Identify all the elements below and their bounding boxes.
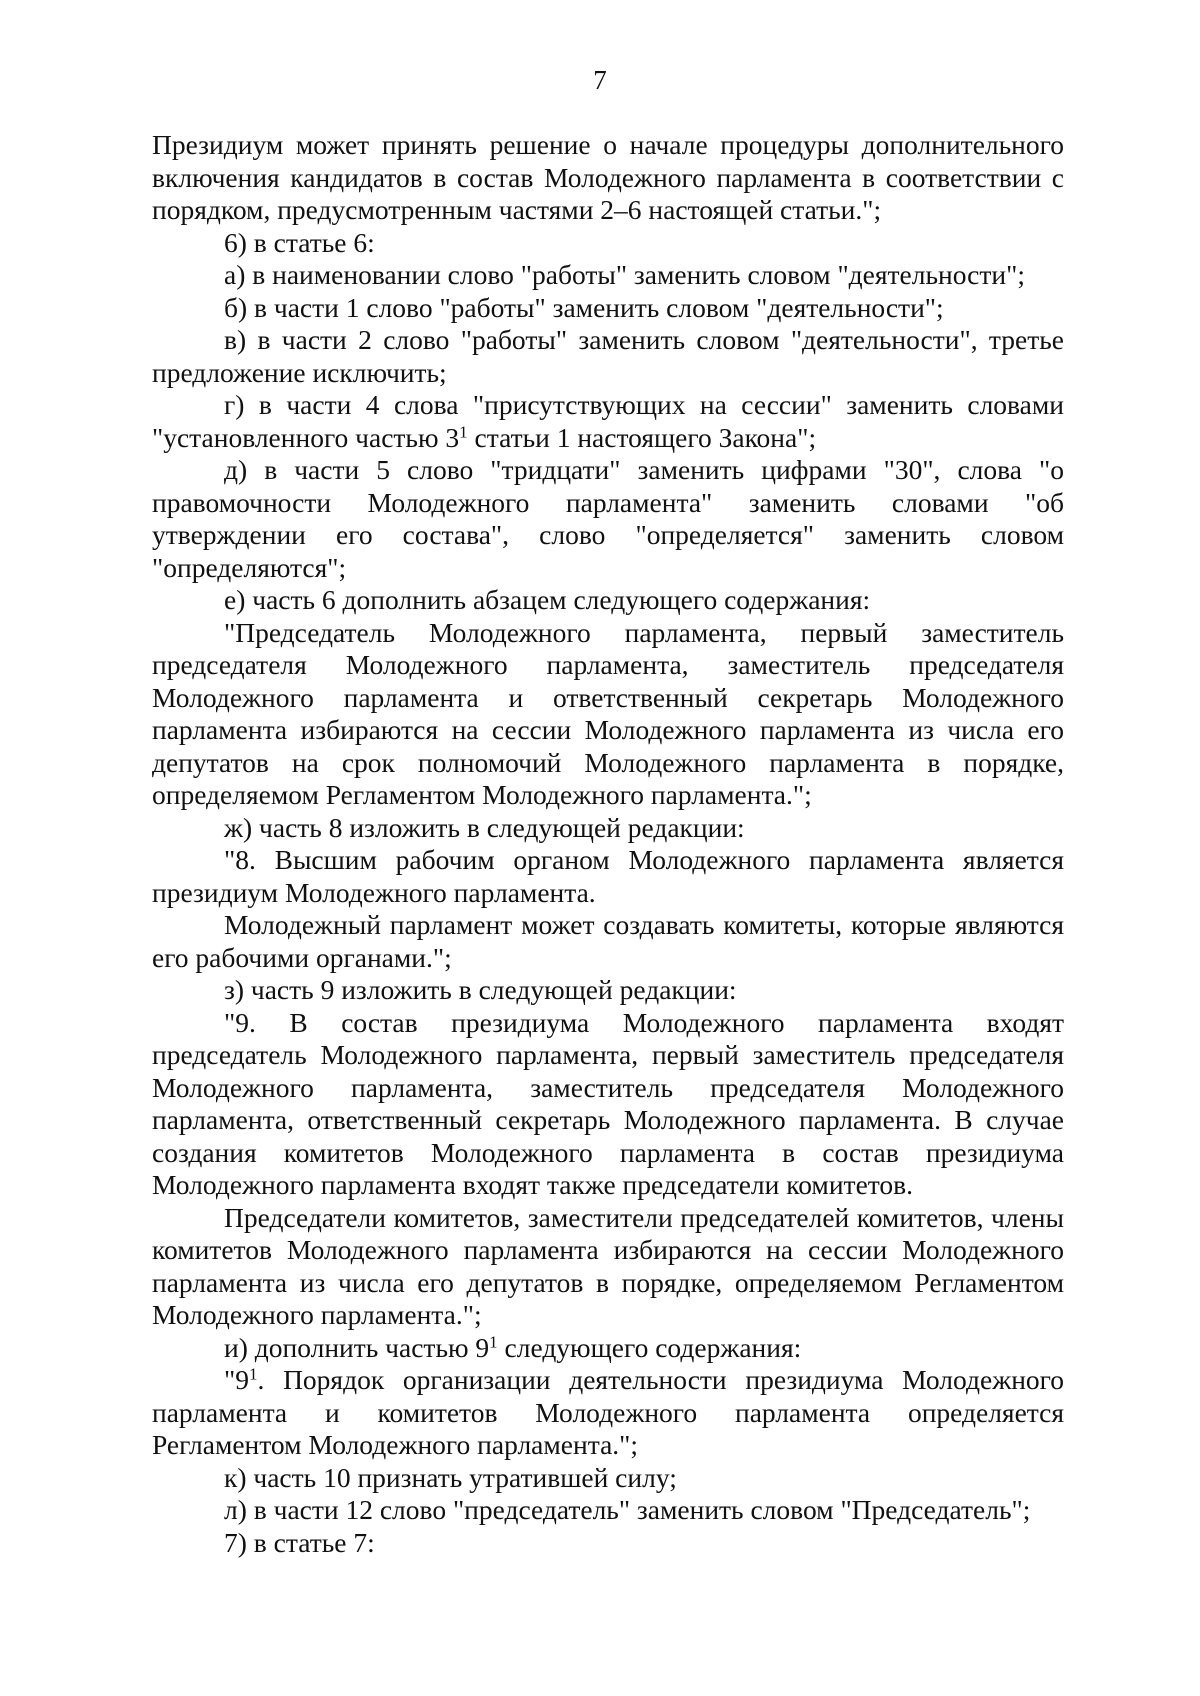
paragraph-text: . Порядок организации деятельности президиума Молодежного парламента и комитетов Молодежного парламента определяется Регламентом Молодежного парламента."; [152, 1364, 1064, 1460]
page-number: 7 [593, 65, 607, 95]
paragraph: ж) часть 8 изложить в следующей редакции: [224, 811, 745, 843]
paragraph-text: г) в части 4 слова "присутствующих на сессии" заменить словами "установленного частью 3 [152, 389, 1064, 453]
paragraph: "Председатель Молодежного парламента, первый заместитель председателя Молодежного парламента, заместитель председателя Молодежного парламента и ответственный секретарь Молодежного парламента избираются на сессии Молодежного парламента из числа его депутатов на срок полномочий Молодежного парламента в порядке, определяемом Регламентом Молодежного парламента."; [152, 616, 1064, 810]
paragraph: "8. Высшим рабочим органом Молодежного парламента является президиум Молодежного парламента. [152, 844, 1064, 908]
paragraph: е) часть 6 дополнить абзацем следующего содержания: [224, 584, 871, 615]
paragraph-text: и) дополнить частью 9 [224, 1331, 490, 1363]
paragraph [152, 1364, 1064, 1462]
paragraph: Председатели комитетов, заместители председателей комитетов, члены комитетов Молодежного парламента избираются на сессии Молодежного парламента из числа его депутатов в порядке, определяемом Регламентом Молодежного парламента."; [152, 1201, 1064, 1330]
document-body [152, 129, 1064, 1559]
paragraph: л) в части 12 слово "председатель" заменить словом "Председатель"; [224, 1494, 1031, 1525]
paragraph-text: статьи 1 настоящего Закона"; [467, 421, 817, 453]
paragraph: д) в части 5 слово "тридцати" заменить цифрами "30", слова "о правомочности Молодежного парламента" заменить словами "об утверждении его состава", слово "определяется" заменить словом "определяются"; [152, 454, 1064, 583]
paragraph [152, 1332, 1064, 1365]
superscript: 1 [248, 1364, 258, 1384]
paragraph: 6) в статье 6: [224, 226, 375, 258]
paragraph: Президиум может принять решение о начале процедуры дополнительного включения кандидатов в состав Молодежного парламента в соответствии с порядком, предусмотренным частями 2–6 настоящей статьи."; [152, 129, 1064, 225]
paragraph: в) в части 2 слово "работы" заменить словом "деятельности", третье предложение исключить; [152, 324, 1064, 388]
paragraph [152, 389, 1064, 454]
superscript: 1 [459, 422, 468, 442]
paragraph: к) часть 10 признать утратившей силу; [224, 1461, 677, 1493]
paragraph: 7) в статье 7: [224, 1526, 375, 1558]
paragraph: а) в наименовании слово "работы" заменить словом "деятельности"; [224, 259, 1025, 290]
paragraph: б) в части 1 слово "работы" заменить словом "деятельности"; [224, 291, 944, 323]
paragraph: з) часть 9 изложить в следующей редакции: [224, 974, 737, 1005]
paragraph-text: "9 [224, 1364, 249, 1395]
superscript: 1 [489, 1332, 498, 1352]
paragraph-text: следующего содержания: [497, 1331, 802, 1363]
paragraph: "9. В состав президиума Молодежного парламента входят председатель Молодежного парламента, первый заместитель председателя Молодежного парламента, заместитель председателя Молодежного парламента, ответственный секретарь Молодежного парламента. В случае создания комитетов Молодежного парламента в состав президиума Молодежного парламента входят также председатели комитетов. [152, 1006, 1064, 1200]
paragraph: Молодежный парламент может создавать комитеты, которые являются его рабочими органами."; [152, 909, 1064, 973]
